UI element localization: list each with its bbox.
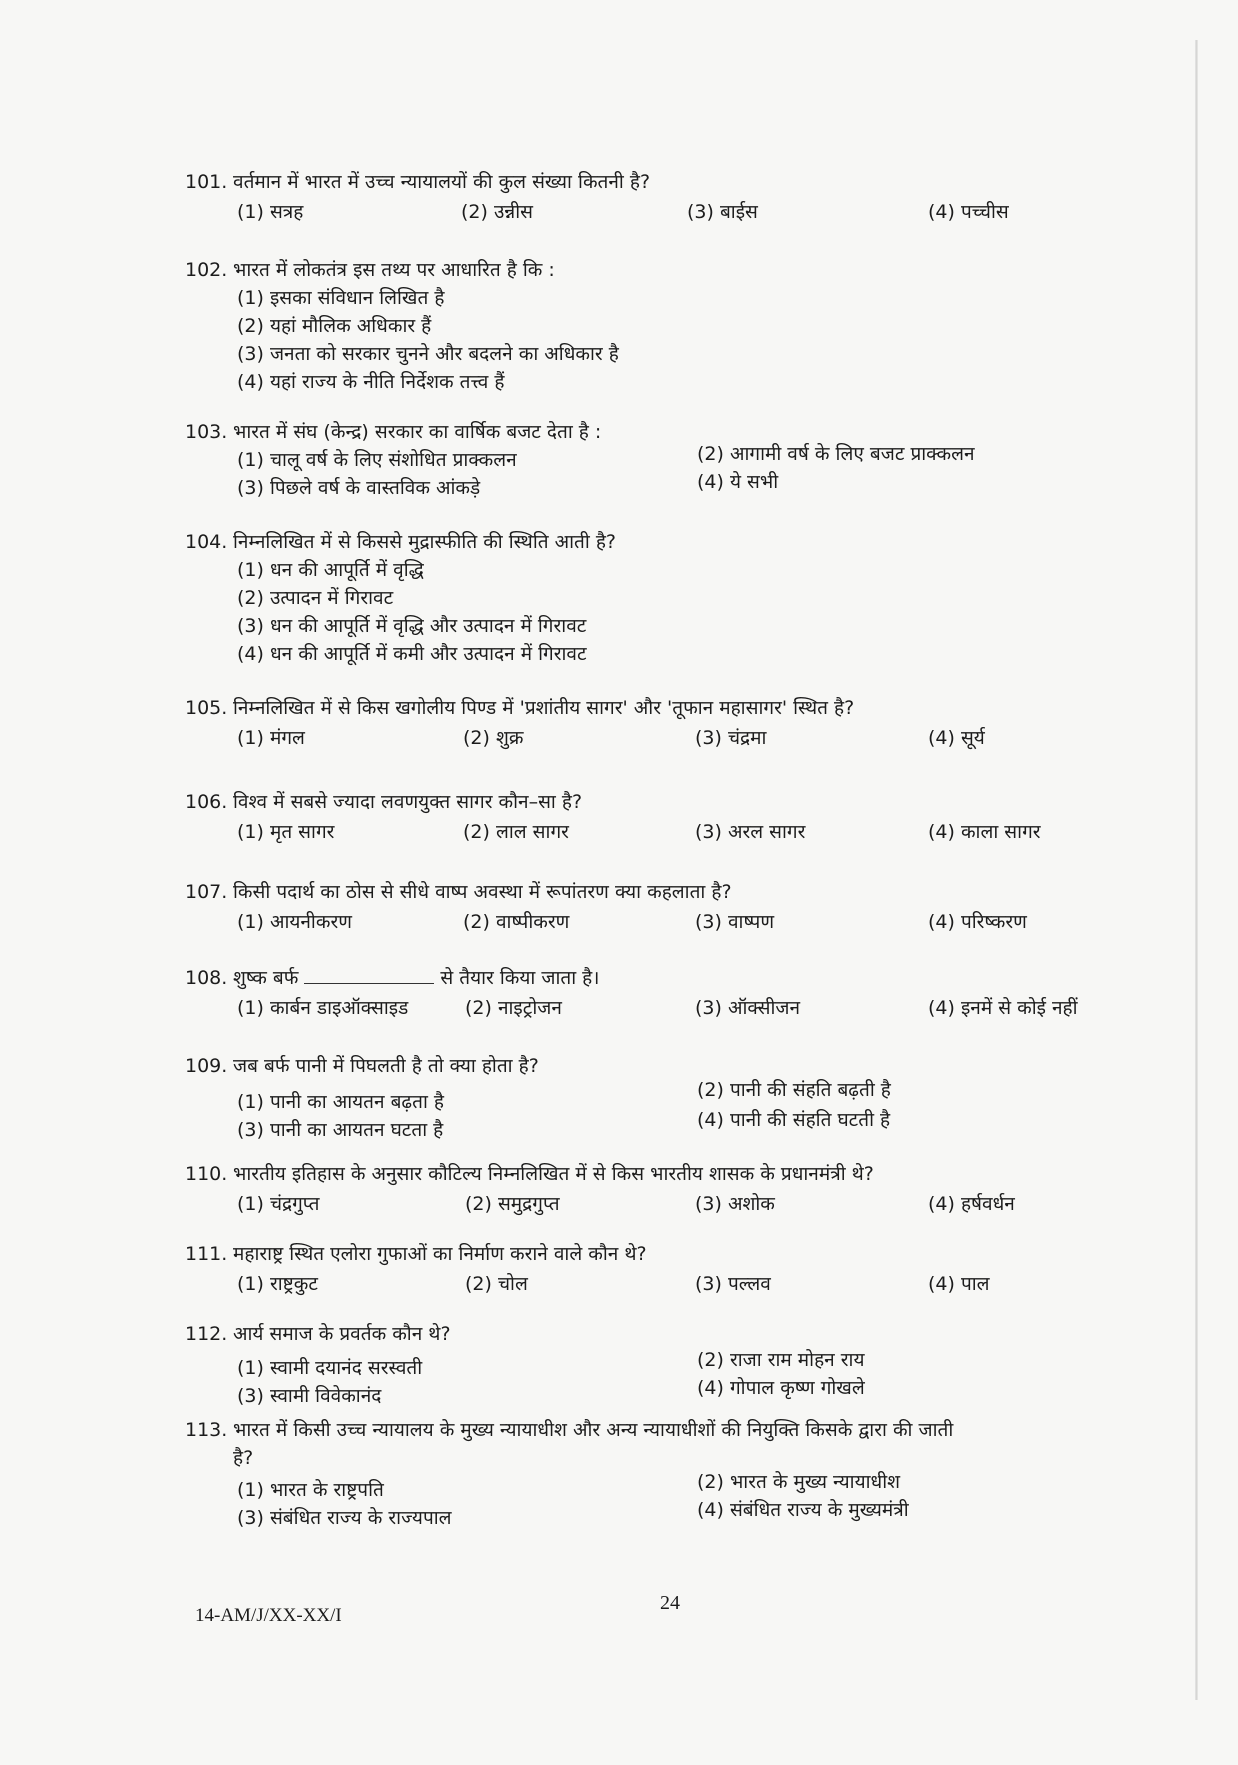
question-text: भारतीय इतिहास के अनुसार कौटिल्य निम्नलिखित में से किस भारतीय शासक के प्रधानमंत्री थे? — [233, 1163, 874, 1185]
option-3: (3) स्वामी विवेकानंद — [237, 1385, 382, 1407]
option-1: (1) मंगल — [237, 727, 305, 749]
question-number: 104. — [185, 531, 228, 553]
option-4: (4) गोपाल कृष्ण गोखले — [697, 1377, 865, 1399]
question-text: भारत में संघ (केन्द्र) सरकार का वार्षिक बजट देता है : — [233, 421, 602, 443]
option-4: (4) यहां राज्य के नीति निर्देशक तत्त्व हैं — [237, 371, 505, 393]
question-number: 112. — [185, 1323, 228, 1345]
question-text-after: से तैयार किया जाता है। — [440, 967, 600, 989]
question-109 — [185, 1052, 1195, 1141]
option-3: (3) पल्लव — [695, 1273, 771, 1295]
option-2: (2) वाष्पीकरण — [463, 911, 570, 933]
option-3: (3) जनता को सरकार चुनने और बदलने का अधिकार है — [237, 343, 619, 365]
question-text: किसी पदार्थ का ठोस से सीधे वाष्प अवस्था में रूपांतरण क्या कहलाता है? — [233, 881, 732, 903]
option-3: (3) वाष्पण — [695, 911, 775, 933]
option-1: (1) पानी का आयतन बढ़ता है — [237, 1091, 445, 1113]
question-text: वर्तमान में भारत में उच्च न्यायालयों की कुल संख्या कितनी है? — [233, 171, 651, 193]
option-2: (2) नाइट्रोजन — [465, 997, 562, 1019]
question-text-continued: है? — [233, 1447, 254, 1469]
question-108 — [185, 964, 1195, 1022]
question-text: निम्नलिखित में से किस खगोलीय पिण्ड में 'प्रशांतीय सागर' और 'तूफान महासागर' स्थित है? — [233, 697, 855, 719]
option-2: (2) राजा राम मोहन राय — [697, 1349, 865, 1371]
option-1: (1) मृत सागर — [237, 821, 335, 843]
option-3: (3) पानी का आयतन घटता है — [237, 1119, 444, 1141]
option-4: (4) हर्षवर्धन — [928, 1193, 1015, 1215]
option-1: (1) भारत के राष्ट्रपति — [237, 1479, 384, 1501]
question-112 — [185, 1320, 1195, 1406]
question-number: 113. — [185, 1419, 228, 1441]
question-number: 106. — [185, 791, 228, 813]
question-103 — [185, 418, 1195, 504]
option-2: (2) चोल — [465, 1273, 528, 1295]
question-number: 111. — [185, 1243, 228, 1265]
option-1: (1) आयनीकरण — [237, 911, 352, 933]
option-1: (1) इसका संविधान लिखित है — [237, 287, 445, 309]
option-4: (4) पाल — [928, 1273, 990, 1295]
option-3: (3) बाईस — [687, 201, 758, 223]
option-3: (3) संबंधित राज्य के राज्यपाल — [237, 1507, 452, 1529]
option-4: (4) सूर्य — [928, 727, 985, 749]
option-3: (3) अशोक — [695, 1193, 775, 1215]
question-number: 107. — [185, 881, 228, 903]
question-number: 105. — [185, 697, 228, 719]
question-number: 110. — [185, 1163, 228, 1185]
paper-code: 14-AM/J/XX-XX/I — [195, 1605, 342, 1626]
option-2: (2) आगामी वर्ष के लिए बजट प्राक्कलन — [697, 443, 975, 465]
question-number: 102. — [185, 259, 228, 281]
option-2: (2) यहां मौलिक अधिकार हैं — [237, 315, 432, 337]
question-102 — [185, 256, 1195, 396]
option-2: (2) उन्नीस — [461, 201, 533, 223]
option-4: (4) धन की आपूर्ति में कमी और उत्पादन में गिरावट — [237, 643, 587, 665]
answer-blank — [304, 983, 434, 984]
option-2: (2) पानी की संहति बढ़ती है — [697, 1079, 891, 1101]
option-4: (4) पच्चीस — [928, 201, 1009, 223]
option-3: (3) पिछले वर्ष के वास्तविक आंकड़े — [237, 477, 481, 499]
question-text: जब बर्फ पानी में पिघलती है तो क्या होता है? — [233, 1055, 539, 1077]
question-110 — [185, 1160, 1195, 1218]
option-3: (3) ऑक्सीजन — [695, 997, 801, 1019]
question-text: महाराष्ट्र स्थित एलोरा गुफाओं का निर्माण कराने वाले कौन थे? — [233, 1243, 647, 1265]
question-number: 109. — [185, 1055, 228, 1077]
question-106 — [185, 788, 1195, 846]
question-text-before: शुष्क बर्फ — [233, 967, 299, 989]
question-text: निम्नलिखित में से किससे मुद्रास्फीति की स्थिति आती है? — [233, 531, 616, 553]
question-111 — [185, 1240, 1195, 1298]
option-4: (4) इनमें से कोई नहीं — [928, 997, 1078, 1019]
option-3: (3) धन की आपूर्ति में वृद्धि और उत्पादन में गिरावट — [237, 615, 587, 637]
question-number: 101. — [185, 171, 228, 193]
question-105 — [185, 694, 1195, 752]
option-4: (4) परिष्करण — [928, 911, 1027, 933]
question-text: भारत में किसी उच्च न्यायालय के मुख्य न्यायाधीश और अन्य न्यायाधीशों की नियुक्ति किसके द्वारा की जाती — [233, 1419, 954, 1441]
option-1: (1) धन की आपूर्ति में वृद्धि — [237, 559, 424, 581]
question-text: विश्व में सबसे ज्यादा लवणयुक्त सागर कौन–सा है? — [233, 791, 583, 813]
option-4: (4) काला सागर — [928, 821, 1041, 843]
option-4: (4) पानी की संहति घटती है — [697, 1109, 891, 1131]
question-text: आर्य समाज के प्रवर्तक कौन थे? — [233, 1323, 451, 1345]
option-2: (2) लाल सागर — [463, 821, 569, 843]
option-1: (1) स्वामी दयानंद सरस्वती — [237, 1357, 423, 1379]
question-number: 103. — [185, 421, 228, 443]
option-2: (2) उत्पादन में गिरावट — [237, 587, 394, 609]
option-2: (2) समुद्रगुप्त — [465, 1193, 560, 1215]
option-3: (3) अरल सागर — [695, 821, 806, 843]
option-3: (3) चंद्रमा — [695, 727, 767, 749]
option-1: (1) चंद्रगुप्त — [237, 1193, 320, 1215]
option-1: (1) कार्बन डाइऑक्साइड — [237, 997, 409, 1019]
question-number: 108. — [185, 967, 228, 989]
option-4: (4) ये सभी — [697, 471, 779, 493]
question-text: भारत में लोकतंत्र इस तथ्य पर आधारित है कि : — [233, 259, 555, 281]
question-113 — [185, 1416, 1195, 1530]
question-104 — [185, 528, 1195, 668]
question-107 — [185, 878, 1195, 936]
option-1: (1) चालू वर्ष के लिए संशोधित प्राक्कलन — [237, 449, 517, 471]
option-2: (2) भारत के मुख्य न्यायाधीश — [697, 1471, 901, 1493]
page-number: 24 — [660, 1592, 680, 1614]
option-4: (4) संबंधित राज्य के मुख्यमंत्री — [697, 1499, 909, 1521]
option-1: (1) सत्रह — [237, 201, 304, 223]
option-1: (1) राष्ट्रकुट — [237, 1273, 318, 1295]
question-101 — [185, 168, 1195, 226]
option-2: (2) शुक्र — [463, 727, 524, 749]
